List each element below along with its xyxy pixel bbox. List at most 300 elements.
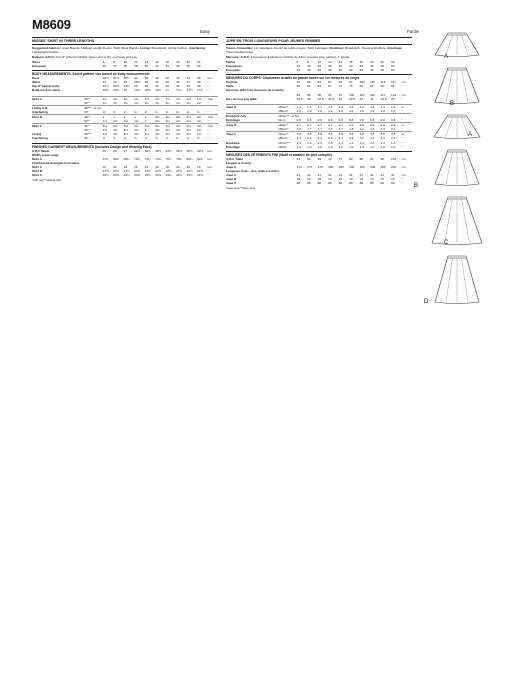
value-cell: 0.8 [349,118,354,123]
value-cell: 1.3 [317,140,322,145]
size-cell: 10 [317,60,322,64]
value-cell: 3⅛ [186,128,191,133]
fabrics-paragraph [32,46,218,54]
value-cell: 2.2 [370,127,375,132]
yardage-table [32,96,218,141]
size-cell: 40 [328,64,332,69]
value-cell: 1¼ [113,96,123,101]
value-cell: 2.7 [328,123,338,128]
value-cell: 210 [391,164,397,169]
value-cell: 68¼ [113,156,120,161]
value-cell: 112 [380,80,386,85]
value-cell: 3.4 [380,136,385,141]
size-cell: 48 [370,64,374,69]
value-cell: 30½ [102,76,109,81]
value-cell: 1.0 [349,144,354,149]
row-sublabel: 60"* [84,119,90,124]
value-cell: 27½ [144,168,151,173]
value-cell: 1 [103,114,113,119]
value-cell: ⅛ [134,136,137,141]
unit-cell: cm [401,80,406,85]
value-cell: 34½ [144,173,151,178]
value-cell: 42 [338,96,343,101]
value-cell: 36½ [176,148,183,153]
value-cell: 69 [317,156,322,161]
value-cell: 3⅛ [176,128,181,133]
value-cell: 17 [165,88,170,93]
row-sublabel: 45"** [84,132,92,137]
value-cell: 2½ [102,128,107,133]
value-cell: 102 [349,92,355,97]
row-sublabel: 115cm [278,144,288,149]
value-cell: 34½ [123,173,130,178]
unit-cell: " [401,127,403,132]
value-cell: 4⅛ [134,124,144,129]
french-column [226,37,412,190]
value-cell: 88 [359,181,364,186]
interfacing-label: Entoilage: [387,46,403,50]
difficulty-fr: Facile [407,29,420,34]
value-cell: 42.5 [349,96,356,101]
value-cell: ⅛ [123,136,127,141]
skirt-drawing [428,65,486,103]
size-cell: 36 [307,64,311,69]
value-cell: 4⅛ [145,124,155,129]
skirt-view [420,112,490,144]
value-cell: 122 [391,92,397,97]
value-cell: 1 [124,114,134,119]
value-cell: 1.1 [297,104,307,109]
skirt-drawing [428,147,486,185]
value-cell: 16 [134,164,138,169]
value-cell: 32½ [102,84,109,89]
value-cell: 1.7 [317,127,322,132]
size-cell: 48 [186,64,190,69]
value-cell: 2.4 [391,127,396,132]
value-cell: 16 [197,164,201,169]
value-cell: 78 [296,80,301,85]
unit-cell: " [207,80,209,85]
interfacing-label: Interfacing: [188,46,206,50]
body-measurements-table [226,80,412,100]
value-cell: 16½ [144,88,151,93]
value-cell: 1⅛ [113,119,118,124]
value-cell: 1.5 [391,104,401,109]
row-sublabel: 45"** - ½ yd. [84,105,102,110]
value-cell: 2⅛ [155,119,160,124]
value-cell: 70 [349,177,353,182]
value-cell: 1.3 [307,140,312,145]
value-cell: 3 [145,114,155,119]
value-cell: 17¼ [176,88,183,93]
value-cell: 74¾ [155,156,162,161]
lining-text: Broadcloth, Lining Fabrics. [151,46,189,50]
sizes-table [226,60,412,72]
notions-text: One 9" (23cm) invisible zipper (cut to fit), one hook and eye. [55,55,138,59]
row-label: Largeur à l'ourlet [226,160,252,165]
size-cell: 14 [338,60,343,64]
value-cell: 3.8 [381,132,391,137]
value-cell: 16 [102,164,107,169]
size-cell: 42 [338,64,343,69]
value-cell: 1.4 [349,104,359,109]
value-cell: 0.8 [328,118,333,123]
value-cell: 87 [328,80,332,85]
value-cell: 17¾ [197,88,204,93]
value-cell: 1.0 [370,108,375,113]
sizes-row [226,68,412,72]
row-sublabel: 45"* [84,96,103,101]
value-cell: 44 [186,76,190,81]
size-cell: 50 [380,64,384,69]
fold-line [446,35,453,55]
value-cell: 1¼ [186,100,191,105]
finished-measurements-table [32,149,218,178]
value-cell: 41 [296,173,301,178]
value-cell: 195 [359,164,365,169]
skirt-view [420,30,490,62]
value-cell: 69¼ [123,156,130,161]
row-label: Jupe C [226,181,237,186]
value-cell: 1.3 [359,140,364,145]
row-sublabel [84,173,103,177]
value-cell: 1.6 [296,127,301,132]
unit-cell: m [402,104,412,109]
value-cell: 80 [307,80,311,85]
value-cell: ⅛ [123,109,127,114]
value-cell: 2.7 [339,123,349,128]
value-cell: ⅛ [113,136,116,141]
value-cell: 41.5 [328,96,335,101]
value-cell: 28 [144,80,149,85]
value-cell: 2.7 [297,123,307,128]
value-cell: 16 [155,164,159,169]
skirt-drawing [428,30,486,56]
row-label: Françaises [226,64,243,69]
skirt-view [414,147,490,191]
value-cell: 32 [165,80,170,85]
value-cell: 30½ [144,148,151,153]
size-cell: 50 [391,68,395,73]
value-cell: 1⅛ [144,132,149,137]
value-cell: 1.3 [296,140,301,145]
finished-measurements-heading: FINISHED GARMENT MEASUREMENTS (Includes Design and Wearing Ease) [32,143,218,149]
value-cell: 25 [123,80,128,85]
value-cell: 88 [370,181,374,186]
value-cell: 1.3 [370,140,375,145]
value-cell: 16 [123,164,128,169]
row-label: Entoilage [226,118,240,123]
value-cell: 4⅛ [113,124,123,129]
unit-cell: " [401,84,403,89]
value-cell: 2.9 [360,123,370,128]
row-sublabel: 115cm* [278,132,297,137]
unit-cell: " [207,136,209,141]
row-label: Doublure [226,140,240,145]
view-label: A [468,132,473,138]
value-cell: 2.3 [380,127,385,132]
value-cell: 88 [328,181,332,186]
size-cell: 52 [391,64,395,69]
value-cell: 64 [296,156,301,161]
interfacing-text: Lightweight Fusible. [32,50,60,54]
value-cell: 0.8 [370,118,375,123]
value-cell: 72 [328,156,332,161]
row-label: A,B,C Waist [32,148,50,153]
value-cell: 0.8 [380,118,385,123]
size-cell: 6 [102,60,105,64]
row-label: Skirt A [32,164,42,169]
value-cell: ⅛ [144,136,148,141]
lining-label: Doublure: [329,46,345,50]
unit-cell: Yds. [208,114,218,119]
unit-cell: " [207,88,209,93]
value-cell: 70 [391,177,395,182]
value-cell: 36 [134,84,138,89]
value-cell: ⅛ [197,109,200,114]
value-cell: 1.7 [328,127,333,132]
row-label: Skirt C [32,173,42,178]
value-cell: 3⅛ [197,128,202,133]
view-label: A [444,54,449,60]
value-cell: 3⅛ [166,114,176,119]
value-cell: 3.8 [360,132,370,137]
notions-label: Mercerie: A,B,C: [226,55,250,59]
value-cell: 40 [165,76,170,81]
value-cell: 76¾ [165,156,172,161]
value-cell: 1⅛ [197,132,202,137]
value-cell: 88 [380,181,384,186]
value-cell: 1⅛ [102,119,107,124]
value-cell: ⅛ [102,136,106,141]
value-cell: 1.0 [370,144,375,149]
row-label: Taille [226,84,234,89]
size-cell: 44 [349,64,353,69]
unit-cell: " [401,177,403,182]
value-cell: 1⅝ [197,96,207,101]
value-cell: 2.3 [296,136,301,141]
fold-line [462,258,469,302]
row-label: Jupe A [226,173,237,178]
row-sublabel: 150cm* [278,136,289,141]
skirt-view [420,65,490,109]
value-cell: 1⅛ [155,132,160,137]
row-label: Hip-9" below waist [32,84,60,89]
value-cell: 4⅛ [166,124,176,129]
value-cell: 1.0 [380,108,385,113]
value-cell: 70 [317,177,322,182]
value-cell: 88 [391,181,395,186]
unit-cell: " [207,100,209,105]
value-cell: 2⅛ [165,119,170,124]
value-cell: 27½ [155,168,162,173]
value-cell: 2⅛ [186,119,191,124]
value-cell: 2.9 [370,123,380,128]
value-cell: 41 [370,173,374,178]
value-cell: 1.0 [296,144,301,149]
value-cell: 1¼ [134,100,139,105]
fold-line [446,117,453,137]
value-cell: 41 [317,173,322,178]
value-cell: 107 [370,80,376,85]
value-cell: 98 [380,156,384,161]
value-cell: 1.8 [349,127,354,132]
value-cell: 24 [113,80,117,85]
value-cell: 0.8 [338,118,343,123]
value-cell: ⅛ [186,136,190,141]
unit-cell: " [401,181,403,186]
value-cell: ⅛ [165,109,169,114]
value-cell: 2.4 [328,136,333,141]
interfacing-text: Thermocollant léger. [226,50,255,54]
value-cell: 92 [328,92,332,97]
unit-cell: cm [401,156,406,161]
value-cell: ⅛ [176,109,179,114]
value-cell: 1.0 [338,144,343,149]
row-sublabel: 20" [84,109,89,114]
row-sublabel: 150cm* [278,108,289,113]
size-cell: 18 [165,60,170,64]
value-cell: 36 [144,76,149,81]
row-label: Width, lower edge [32,152,59,157]
value-cell: 1½ [187,96,197,101]
value-cell: 190 [349,164,355,169]
value-cell: 61 [307,84,311,89]
fabrics-label: Suggested Fabrics: [32,46,61,50]
size-cell: 42 [349,68,353,73]
size-cell: 24 [197,60,201,64]
value-cell: 34½ [165,173,172,178]
value-cell: 4⅛ [124,124,134,129]
value-cell: 4⅛ [176,124,186,129]
row-label: A,B,C Taille [226,156,243,161]
difficulty-en: Easy [200,29,211,34]
fabrics-paragraph [226,46,412,54]
size-cell: 38 [134,64,138,69]
skirt-drawing [428,194,486,244]
row-sublabel: 115cm** [278,140,290,145]
value-cell: 15¾ [113,88,120,93]
value-cell: 2.9 [349,123,359,128]
value-cell: 23 [102,80,107,85]
value-cell: 72¾ [144,156,151,161]
fold-line [462,70,469,102]
value-cell: 70 [370,177,374,182]
size-cell: 32 [296,68,301,73]
value-cell: 1.7 [307,127,312,132]
value-cell: 3⅛ [155,114,165,119]
row-sublabel: 45"* [84,124,103,129]
value-cell: 33½ [113,84,120,89]
row-label: Jupe A [226,164,237,169]
value-cell: 34 [134,76,138,81]
value-cell: 1.0 [317,108,322,113]
value-cell: 39 [197,80,201,85]
value-cell: 1¼ [134,96,144,101]
value-cell: 40½ [197,148,204,153]
value-cell: 3.8 [370,132,380,137]
view-label: D [424,299,429,305]
value-cell: 1.4 [339,104,349,109]
value-cell: 16¾ [155,88,162,93]
value-cell: 3.4 [391,136,396,141]
size-cell: 42 [155,64,159,69]
size-cell: 20 [176,60,180,64]
size-cell: 48 [380,68,384,73]
value-cell: 94 [380,84,384,89]
value-cell: 27½ [176,168,183,173]
row-label: Jupe B [226,177,237,182]
unit-cell: Ins. [207,148,213,153]
section-title: JUPE EN TROIS LONGUEURS POUR JEUNES FEMMES [226,37,412,45]
skirt-drawing [428,112,486,138]
unit-cell: " [207,109,209,114]
value-cell: ⅛ [134,109,137,114]
value-cell: 27 [123,148,128,153]
value-cell: 3 [144,128,147,133]
value-cell: 3.8 [349,132,359,137]
value-cell: 88 [338,181,343,186]
value-cell: 1½ [176,96,186,101]
value-cell: 43 [359,96,364,101]
value-cell: 1¼ [113,100,118,105]
unit-cell: " [207,168,209,173]
size-cell: 50 [197,64,201,69]
value-cell: 44 [370,96,374,101]
value-cell: 1.4 [370,104,380,109]
value-cell: 4⅛ [187,124,197,129]
value-cell: 1.0 [328,108,333,113]
value-cell: 3⅛ [187,114,197,119]
value-cell: 1.3 [391,140,396,145]
size-cell: 8 [307,60,309,64]
value-cell: 1⅛ [186,132,191,137]
value-cell: 3⅛ [165,128,170,133]
value-cell: 1.4 [360,104,370,109]
size-cell: 24 [391,60,395,64]
footnote: *with nap **without nap [32,178,61,183]
value-cell: 88 [317,92,322,97]
value-cell: 85 [307,92,311,97]
value-cell: 88 [317,181,322,186]
size-cell: 12 [328,60,332,64]
finished-measurements-table [226,157,412,186]
unit-cell: " [401,118,403,123]
value-cell: 44.5 [380,96,387,101]
value-cell: 2.4 [307,136,312,141]
value-cell: 1.0 [338,108,343,113]
value-cell: ⅛ [155,136,158,141]
value-cell: 82¾ [197,156,204,161]
row-label: Lining [32,132,42,137]
value-cell: 41 [349,173,353,178]
value-cell: 176 [317,164,323,169]
row-label: Skirt A [32,156,42,161]
value-cell: 2.7 [318,123,328,128]
value-cell: 1.3 [349,140,354,145]
value-cell: 41 [380,173,384,178]
unit-cell: cm [401,164,406,169]
footnote: *avec sens **sans sens [226,186,256,191]
value-cell: 3.8 [328,132,338,137]
size-cell: 34 [296,64,301,69]
value-cell: 46 [197,76,201,81]
value-cell: 1.0 [391,108,396,113]
yardage-table [226,104,412,149]
value-cell: 27½ [134,168,141,173]
size-cell: 8 [113,60,115,64]
value-cell: 41 [391,173,395,178]
